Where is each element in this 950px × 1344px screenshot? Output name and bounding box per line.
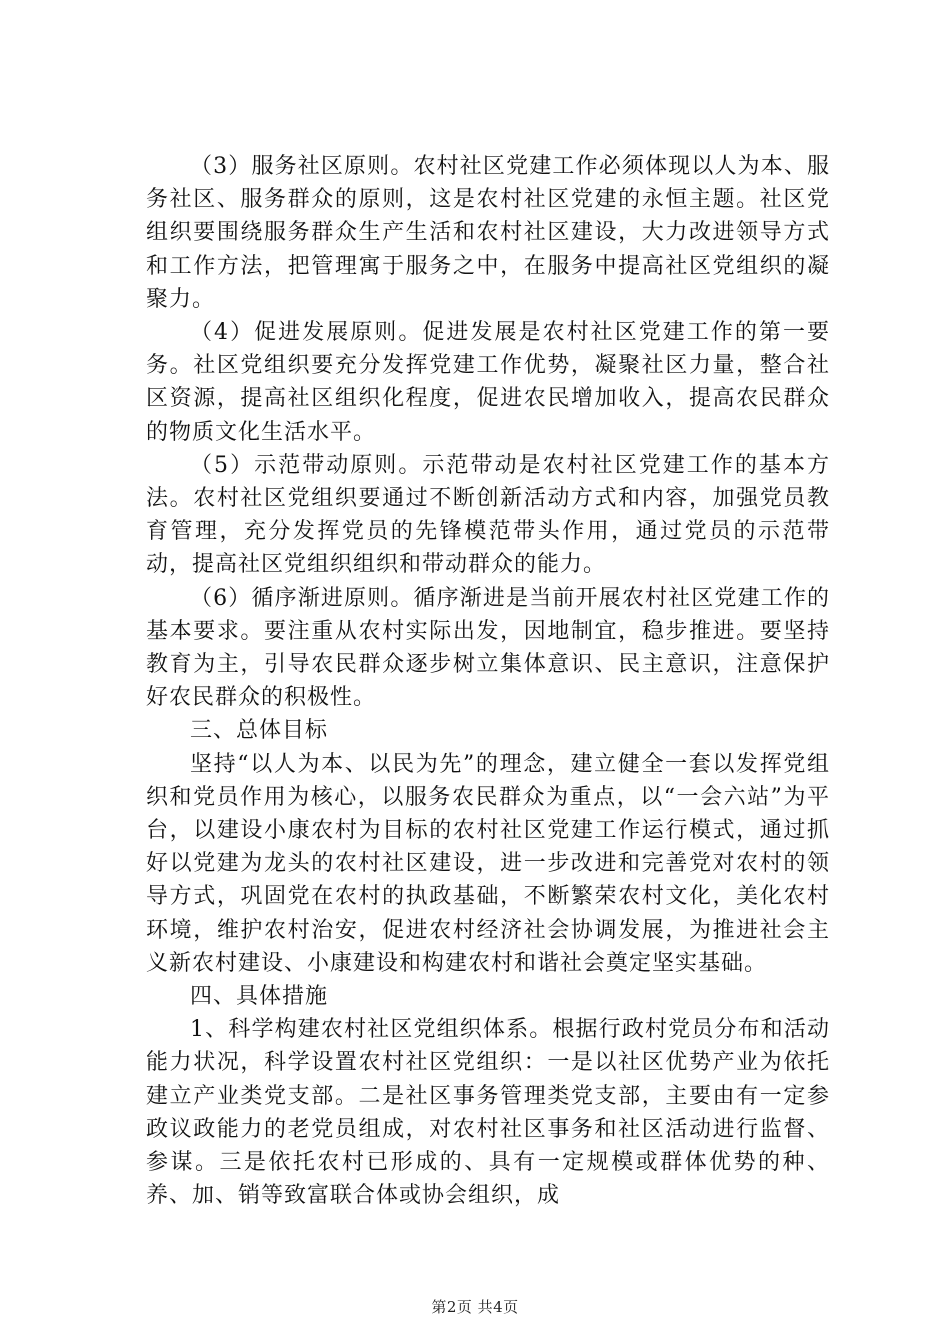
paragraph-gradual-progress: （6）循序渐进原则。循序渐进是当前开展农村社区党建工作的基本要求。要注重从农村实际出发，因地制宜，稳步推进。要坚持教育为主，引导农民群众逐步树立集体意识、民主意识，注意保护好农民群众的积极性。 bbox=[146, 585, 830, 711]
section-heading-overall-goal: 三、总体目标 bbox=[190, 718, 329, 744]
paragraph-promote-development: （4）促进发展原则。促进发展是农村社区党建工作的第一要务。社区党组织要充分发挥党建工作优势，凝聚社区力量，整合社区资源，提高社区组织化程度，促进农民增加收入，提高农民群众的物质文化生活水平。 bbox=[146, 320, 830, 445]
section-heading-specific-measures: 四、具体措施 bbox=[190, 984, 329, 1010]
page-footer: 第2页 共4页 bbox=[431, 1298, 519, 1316]
document-body bbox=[146, 150, 830, 1213]
paragraph-service-community: （3）服务社区原则。农村社区党建工作必须体现以人为本、服务社区、服务群众的原则，这是农村社区党建的永恒主题。社区党组织要围绕服务群众生产生活和农村社区建设，大力改进领导方式和工作方法，把管理寓于服务之中，在服务中提高社区党组织的凝聚力。 bbox=[146, 154, 830, 312]
paragraph-demonstration: （5）示范带动原则。示范带动是农村社区党建工作的基本方法。农村社区党组织要通过不断创新活动方式和内容，加强党员教育管理，充分发挥党员的先锋模范带头作用，通过党员的示范带动，提高社区党组织组织和带动群众的能力。 bbox=[146, 452, 830, 578]
paragraph-overall-goal: 坚持“以人为本、以民为先”的理念，建立健全一套以发挥党组织和党员作用为核心，以服务农民群众为重点，以“一会六站”为平台，以建设小康农村为目标的农村社区党建工作运行模式，通过抓好以党建为龙头的农村社区建设，进一步改进和完善党对农村的领导方式，巩固党在农村的执政基础，不断繁荣农村文化，美化农村环境，维护农村治安，促进农村经济社会协调发展，为推进社会主义新农村建设、小康建设和构建农村和谐社会奠定坚实基础。 bbox=[146, 751, 830, 976]
paragraph-measure-1: 1、科学构建农村社区党组织体系。根据行政村党员分布和活动能力状况，科学设置农村社区党组织：一是以社区优势产业为依托建立产业类党支部。二是社区事务管理类党支部，主要由有一定参政议政能力的老党员组成，对农村社区事务和社区活动进行监督、参谋。三是依托农村已形成的、具有一定规模或群体优势的种、养、加、销等致富联合体或协会组织，成 bbox=[146, 1017, 830, 1209]
